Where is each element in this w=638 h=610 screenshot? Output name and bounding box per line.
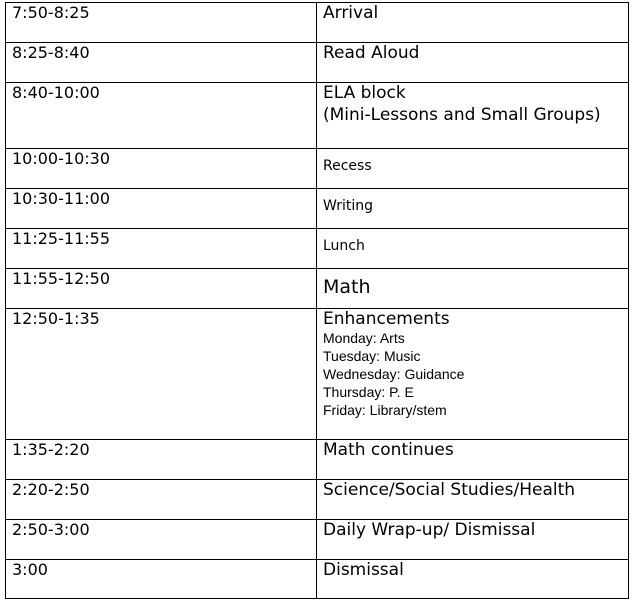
table-row bbox=[6, 269, 629, 309]
list-item: Friday: Library/stem bbox=[323, 402, 447, 418]
table-row bbox=[6, 229, 629, 269]
activity-cell: Lunch bbox=[317, 229, 629, 269]
table-row bbox=[6, 3, 629, 43]
time-cell: 8:40-10:00 bbox=[6, 83, 317, 149]
time-cell: 10:00-10:30 bbox=[6, 149, 317, 189]
list-item: Tuesday: Music bbox=[323, 348, 421, 364]
table-row bbox=[6, 189, 629, 229]
activity-cell: Writing bbox=[317, 189, 629, 229]
table-row bbox=[6, 520, 629, 560]
activity-cell: Science/Social Studies/Health bbox=[317, 480, 629, 520]
time-cell: 11:25-11:55 bbox=[6, 229, 317, 269]
activity-cell: Read Aloud bbox=[317, 43, 629, 83]
table-row bbox=[6, 43, 629, 83]
table-row bbox=[6, 149, 629, 189]
activity-title: Enhancements bbox=[323, 309, 450, 329]
activity-cell: Arrival bbox=[317, 3, 629, 43]
time-cell: 8:25-8:40 bbox=[6, 43, 317, 83]
activity-title: ELA block bbox=[323, 83, 406, 103]
activity-cell: Math continues bbox=[317, 440, 629, 480]
time-cell: 10:30-11:00 bbox=[6, 189, 317, 229]
activity-subtitle: (Mini-Lessons and Small Groups) bbox=[323, 105, 601, 125]
list-item: Monday: Arts bbox=[323, 330, 405, 346]
time-cell: 3:00 bbox=[6, 560, 317, 599]
table-row bbox=[6, 480, 629, 520]
time-cell: 2:20-2:50 bbox=[6, 480, 317, 520]
activity-cell: Dismissal bbox=[317, 560, 629, 599]
activity-cell bbox=[317, 309, 629, 440]
time-cell: 11:55-12:50 bbox=[6, 269, 317, 309]
table-row bbox=[6, 560, 629, 599]
time-cell: 7:50-8:25 bbox=[6, 3, 317, 43]
list-item: Wednesday: Guidance bbox=[323, 366, 465, 382]
activity-cell: Math bbox=[317, 269, 629, 309]
activity-cell bbox=[317, 83, 629, 149]
time-cell: 2:50-3:00 bbox=[6, 520, 317, 560]
table-row bbox=[6, 83, 629, 149]
enhancement-days-list bbox=[323, 329, 622, 419]
schedule-table bbox=[5, 2, 629, 599]
table-row bbox=[6, 309, 629, 440]
activity-cell: Daily Wrap-up/ Dismissal bbox=[317, 520, 629, 560]
list-item: Thursday: P. E bbox=[323, 384, 414, 400]
time-cell: 1:35-2:20 bbox=[6, 440, 317, 480]
table-row bbox=[6, 440, 629, 480]
activity-cell: Recess bbox=[317, 149, 629, 189]
time-cell: 12:50-1:35 bbox=[6, 309, 317, 440]
